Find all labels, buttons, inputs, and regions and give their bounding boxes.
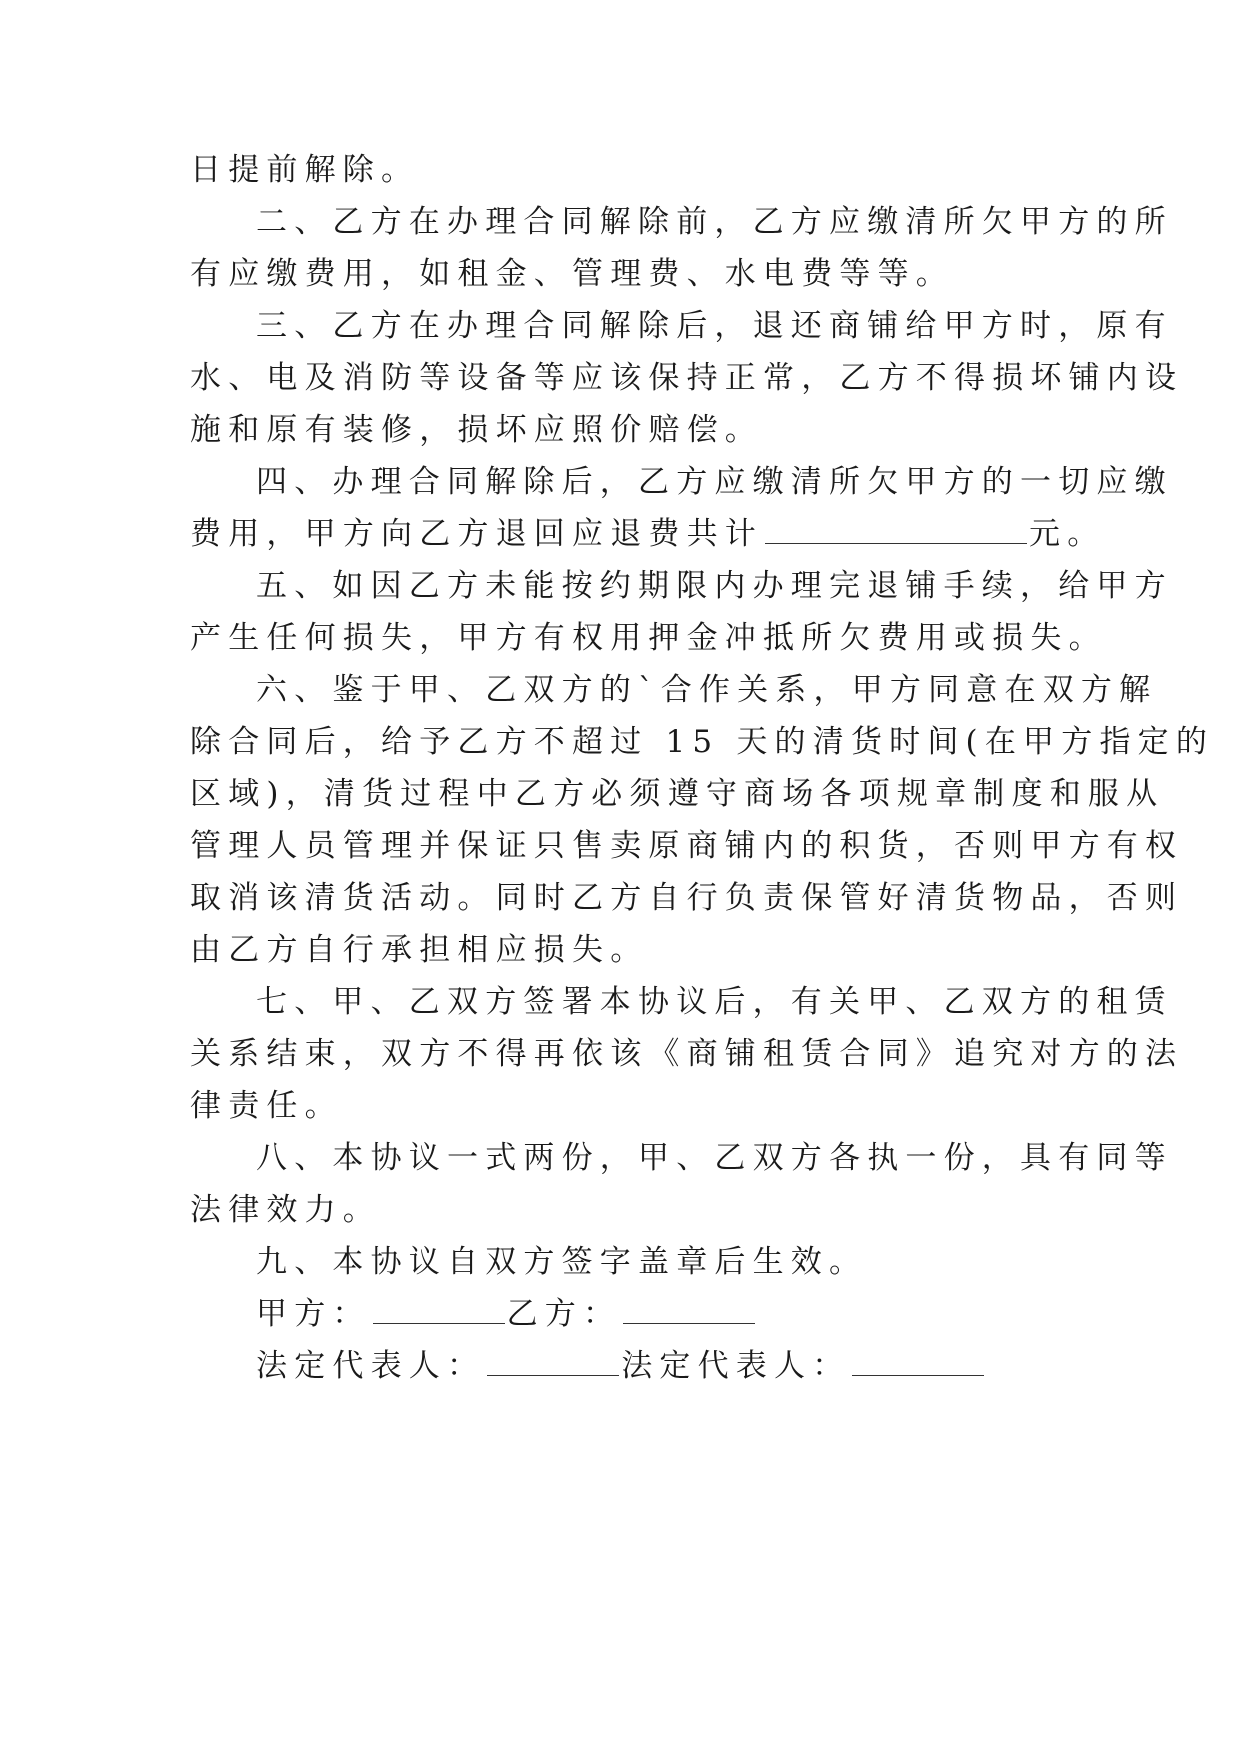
party-a-label: 甲方： — [256, 1296, 371, 1332]
text-line: 水、电及消防等设备等应该保持正常，乙方不得损坏铺内设 — [190, 360, 1184, 396]
party-b-blank — [623, 1299, 755, 1324]
clause-7-line: 七、甲、乙双方签署本协议后，有关甲、乙双方的租赁 — [256, 984, 1173, 1020]
text-line: 关系结束，双方不得再依该《商铺租赁合同》追究对方的法 — [190, 1036, 1184, 1072]
text-line: 由乙方自行承担相应损失。 — [190, 932, 649, 968]
rep-b-blank — [852, 1351, 984, 1376]
text-line: 区域)，清货过程中乙方必须遵守商场各项规章制度和服从 — [190, 776, 1165, 812]
text-line: 取消该清货活动。同时乙方自行负责保管好清货物品，否则 — [190, 880, 1184, 916]
clause-2-line: 二、乙方在办理合同解除前，乙方应缴清所欠甲方的所 — [256, 204, 1173, 240]
rep-a-label: 法定代表人： — [256, 1348, 486, 1384]
text-line: 法律效力。 — [190, 1192, 381, 1228]
clause-3-line: 三、乙方在办理合同解除后，退还商铺给甲方时，原有 — [256, 308, 1173, 344]
text-line: 律责任。 — [190, 1088, 343, 1124]
refund-text: 费用，甲方向乙方退回应退费共计 — [190, 516, 763, 552]
text-line: 产生任何损失，甲方有权用押金冲抵所欠费用或损失。 — [190, 620, 1107, 656]
party-b-label: 乙方： — [506, 1296, 622, 1332]
rep-a-blank — [487, 1351, 619, 1376]
party-a-blank — [373, 1299, 505, 1324]
text-line: 除合同后，给予乙方不超过 15 天的清货时间(在甲方指定的 — [190, 724, 1215, 760]
clause-5-line: 五、如因乙方未能按约期限内办理完退铺手续，给甲方 — [256, 568, 1173, 604]
clause-4-line: 四、办理合同解除后，乙方应缴清所欠甲方的一切应缴 — [256, 464, 1173, 500]
text-line: 日提前解除。 — [190, 152, 420, 188]
refund-unit: 元。 — [1029, 516, 1106, 552]
refund-line — [190, 514, 1105, 554]
clause-6-line: 六、鉴于甲、乙双方的`合作关系，甲方同意在双方解 — [256, 672, 1158, 708]
text-line: 施和原有装修，损坏应照价赔偿。 — [190, 412, 763, 448]
clause-8-line: 八、本协议一式两份，甲、乙双方各执一份，具有同等 — [256, 1140, 1173, 1176]
text-line: 有应缴费用，如租金、管理费、水电费等等。 — [190, 256, 954, 292]
clause-9-line: 九、本协议自双方签字盖章后生效。 — [256, 1244, 868, 1280]
representative-signature-line — [256, 1346, 986, 1386]
party-signature-line — [256, 1294, 757, 1334]
text-line: 管理人员管理并保证只售卖原商铺内的积货，否则甲方有权 — [190, 828, 1184, 864]
rep-b-label: 法定代表人： — [621, 1348, 851, 1384]
refund-amount-blank — [765, 519, 1027, 544]
